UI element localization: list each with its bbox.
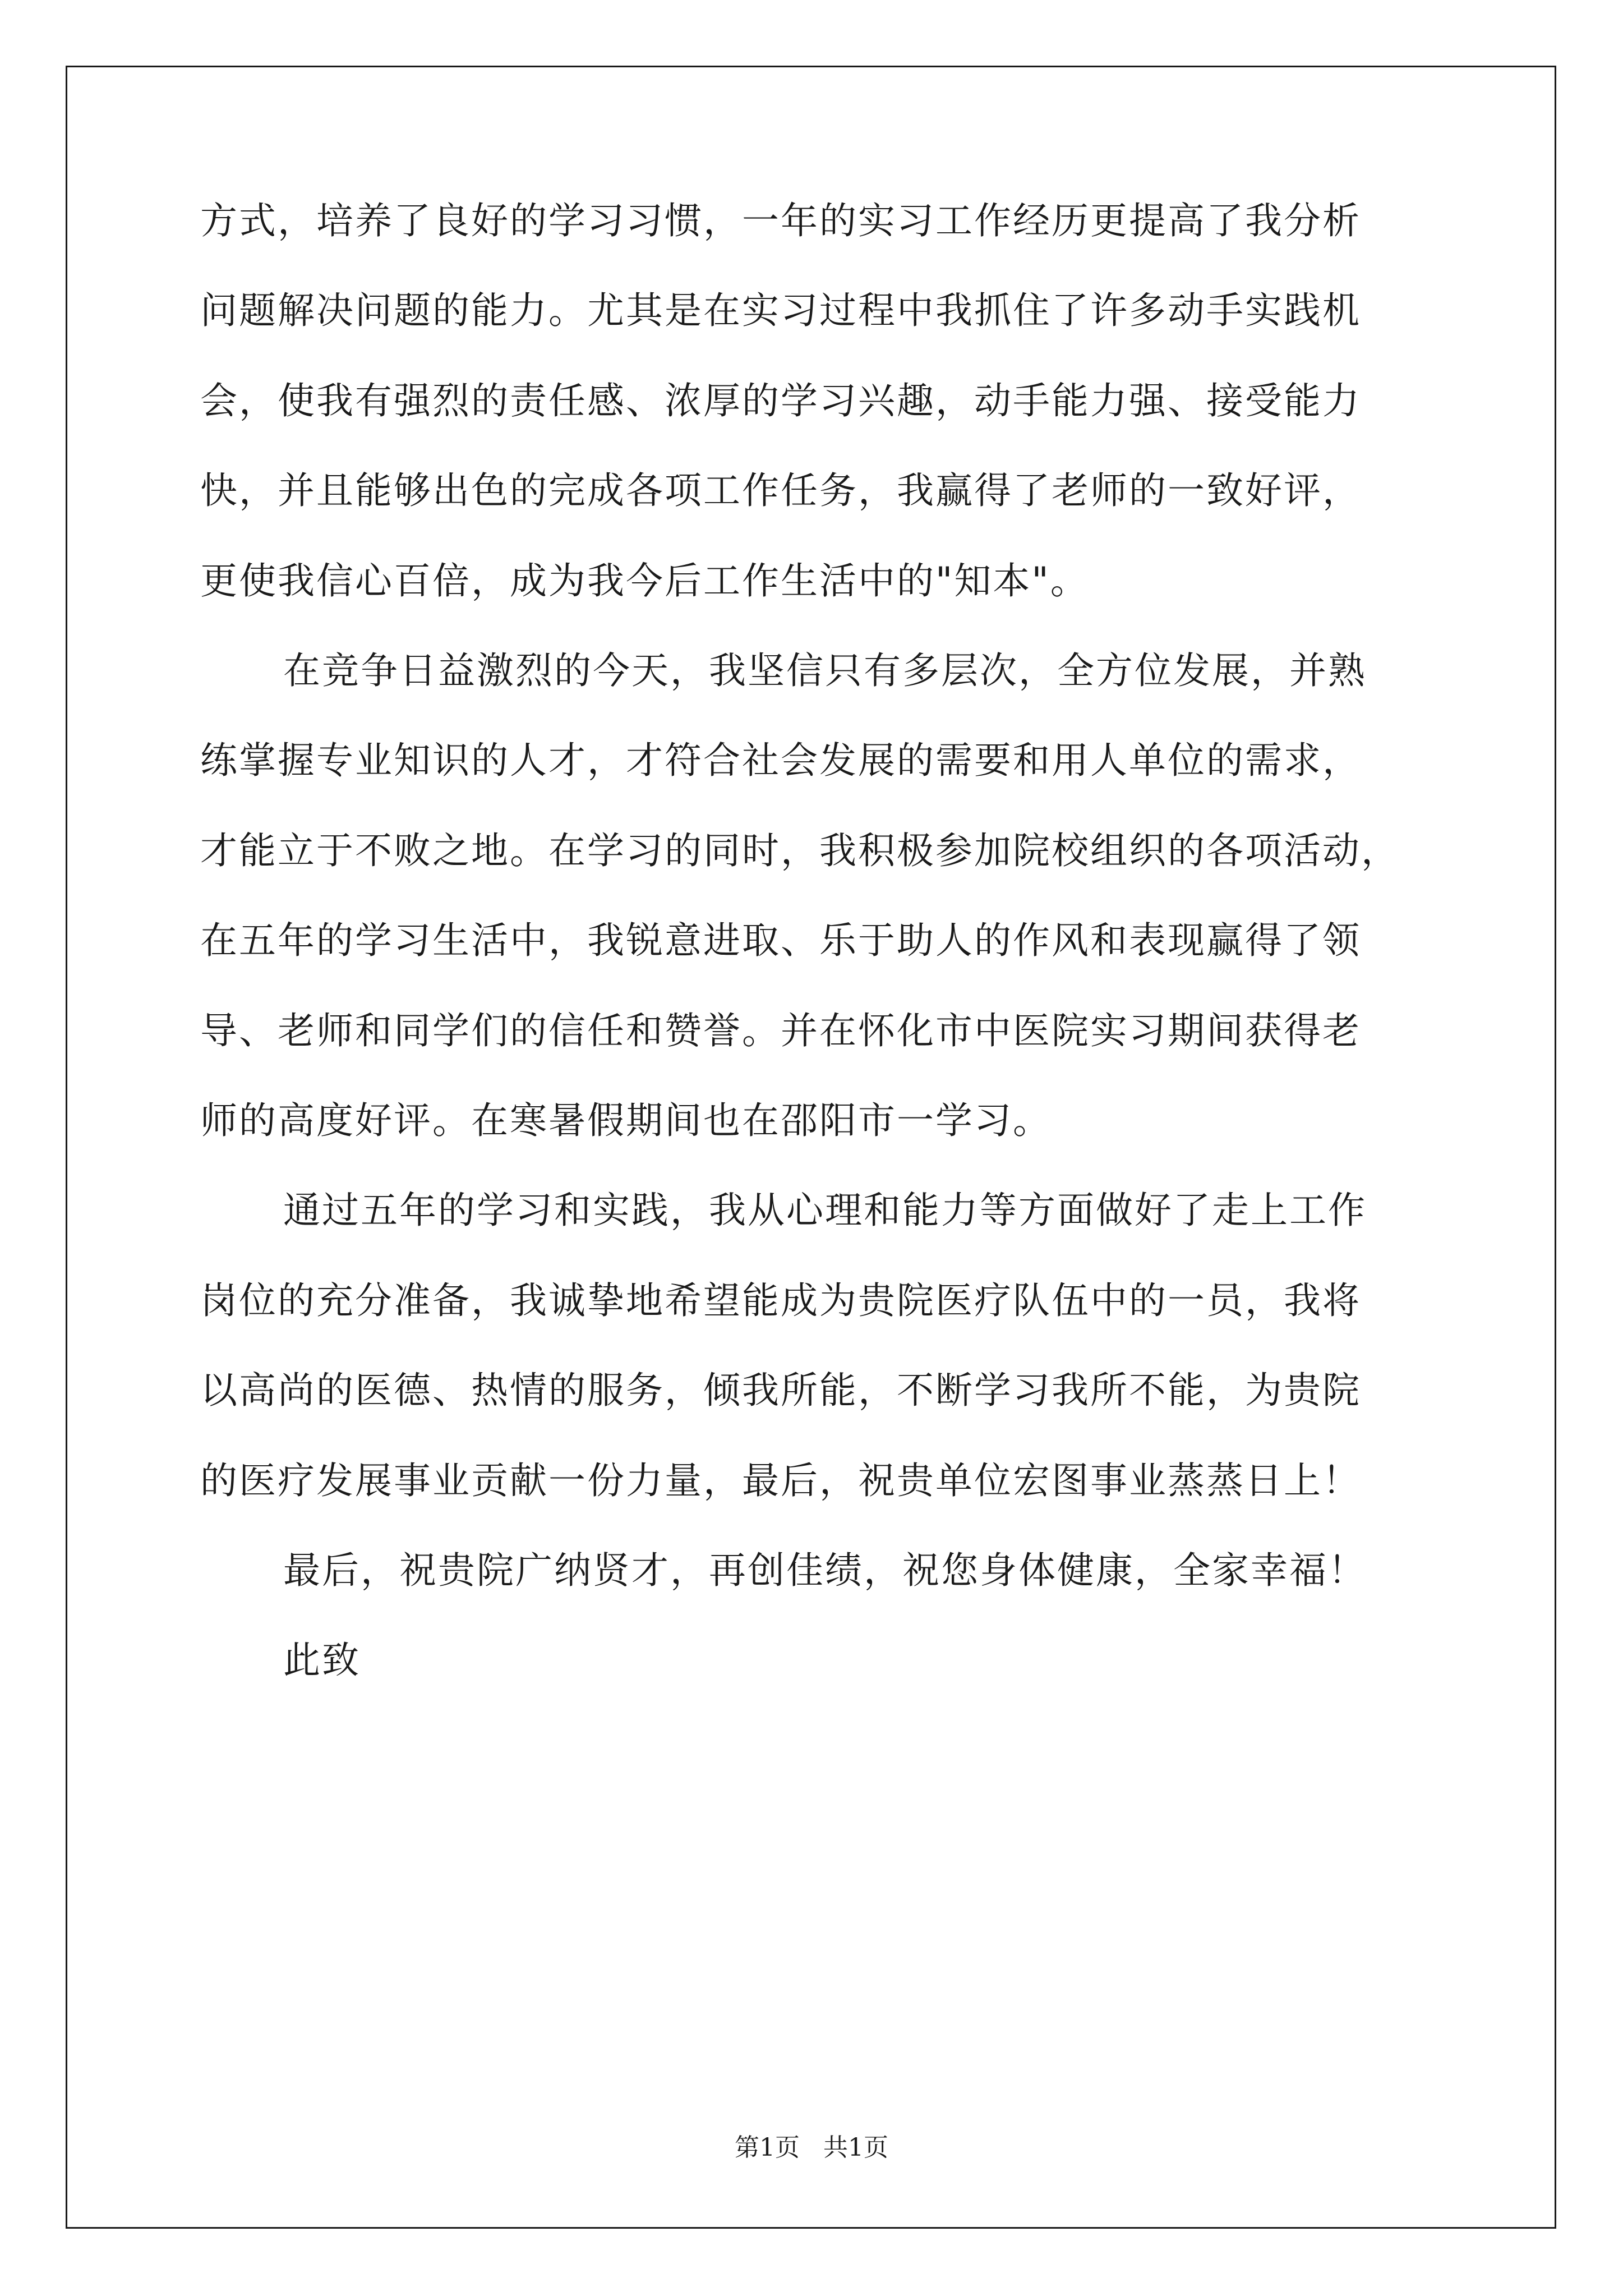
- text-line: 师的高度好评。在寒暑假期间也在邵阳市一学习。: [200, 1099, 1052, 1142]
- text-line: 岗位的充分准备，我诚挚地希望能成为贵院医疗队伍中的一员，我将: [200, 1279, 1361, 1322]
- text-line: 才能立于不败之地。在学习的同时，我积极参加院校组织的各项活动，: [200, 829, 1400, 872]
- text-line: 的医疗发展事业贡献一份力量，最后，祝贵单位宏图事业蒸蒸日上！: [200, 1459, 1361, 1502]
- page-number-footer: 第1页 共1页: [735, 2133, 888, 2162]
- text-line: 在五年的学习生活中，我锐意进取、乐于助人的作风和表现赢得了领: [200, 919, 1361, 962]
- text-line: 快，并且能够出色的完成各项工作任务，我赢得了老师的一致好评，: [200, 469, 1361, 512]
- text-line: 问题解决问题的能力。尤其是在实习过程中我抓住了许多动手实践机: [200, 289, 1361, 332]
- text-line: 练掌握专业知识的人才，才符合社会发展的需要和用人单位的需求，: [200, 739, 1361, 782]
- text-line: 导、老师和同学们的信任和赞誉。并在怀化市中医院实习期间获得老: [200, 1009, 1361, 1052]
- paragraph-start-line: 在竞争日益激烈的今天，我坚信只有多层次，全方位发展，并熟: [283, 649, 1367, 692]
- closing-line: 最后，祝贵院广纳贤才，再创佳绩，祝您身体健康，全家幸福！: [283, 1549, 1367, 1592]
- text-line: 会，使我有强烈的责任感、浓厚的学习兴趣，动手能力强、接受能力: [200, 379, 1361, 422]
- paragraph-start-line: 通过五年的学习和实践，我从心理和能力等方面做好了走上工作: [283, 1189, 1367, 1232]
- text-line: 以高尚的医德、热情的服务，倾我所能，不断学习我所不能，为贵院: [200, 1369, 1361, 1412]
- text-line: 更使我信心百倍，成为我今后工作生活中的"知本"。: [200, 559, 1089, 602]
- salutation: 此致: [283, 1639, 361, 1682]
- text-line: 方式，培养了良好的学习习惯，一年的实习工作经历更提高了我分析: [200, 199, 1361, 242]
